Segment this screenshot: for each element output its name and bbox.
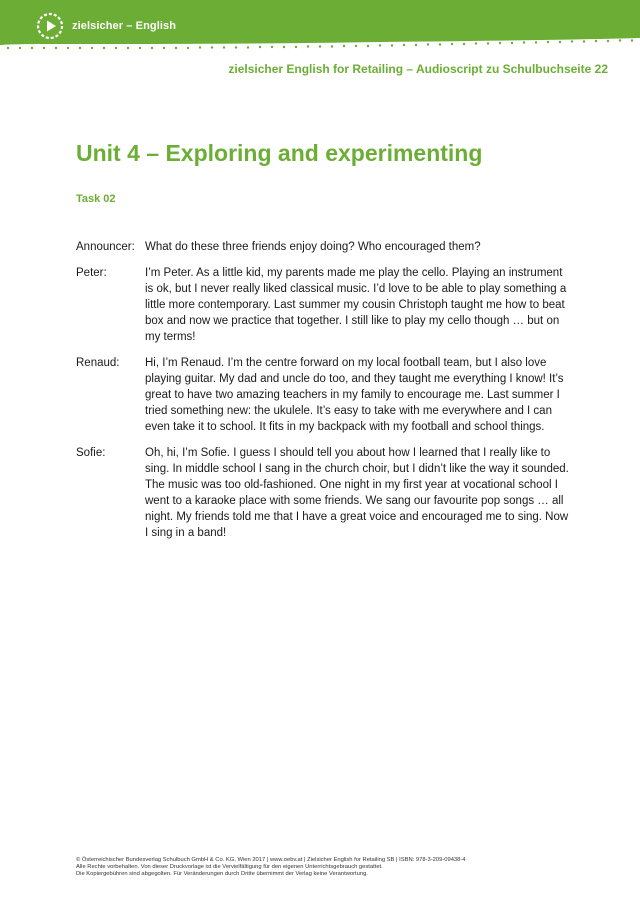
speaker-name: Peter: (76, 267, 107, 279)
page-subtitle: zielsicher English for Retailing – Audioscript zu Schulbuchseite 22 (228, 62, 608, 76)
brand (36, 12, 176, 40)
footer-line: Die Kopiergebühren sind abgegolten. Für Veränderungen durch Dritte übernimmt der Verlag keine Verantwortung. (76, 871, 368, 877)
speech-text: I’m Peter. As a little kid, my parents made me play the cello. Playing an instrument is ok, but I never really liked classical music. I’d love to be able to play something a little more contemporary. Last summer my cousin Christoph taught me how to beat box and now we practice that together. I still like to play my cello though … but on my terms! (145, 267, 567, 343)
speech-text: What do these three friends enjoy doing? Who encouraged them? (145, 241, 481, 253)
brand-text: zielsicher – English (72, 20, 177, 32)
script-entry-announcer (76, 239, 570, 255)
footer-line: © Österreichischer Bundesverlag Schulbuch GmbH & Co. KG, Wien 2017 | www.oebv.at | Zielsicher English for Retailing SB | ISBN: 978-3-209-09438-4 (76, 857, 466, 863)
task-label: Task 02 (76, 193, 116, 205)
speaker-name: Renaud: (76, 357, 120, 369)
speaker-name: Sofie: (76, 447, 106, 459)
speech-text: Hi, I’m Renaud. I’m the centre forward on my local football team, but I also love playing guitar. My dad and uncle do too, and they taught me everything I know! It’s great to have two amazing teachers in my family to encourage me. Last summer I tried something new: the ukulele. It’s easy to take with me everywhere and I can even take it to school. It fits in my backpack with my football and school things. (145, 357, 564, 433)
copyright-footer (76, 857, 596, 878)
script-entry-sofie (76, 445, 570, 541)
play-icon (36, 12, 64, 40)
script-entry-renaud (76, 355, 570, 435)
script-entry-peter (76, 265, 570, 345)
audioscript (76, 239, 570, 551)
speech-text: Oh, hi, I’m Sofie. I guess I should tell you about how I learned that I really like to sing. In middle school I sang in the church choir, but I didn’t like the way it sounded. The music was too old-fashioned. One night in my first year at vocational school I went to a karaoke place with some friends. We sang our favourite pop songs … all night. My friends told me that I have a great voice and encouraged me to sing. Now I sing in a band! (145, 447, 569, 539)
top-banner (0, 0, 640, 52)
unit-title: Unit 4 – Exploring and experimenting (76, 140, 483, 166)
footer-line: Alle Rechte vorbehalten. Von dieser Druckvorlage ist die Vervielfältigung für den eigenen Unterrichtsgebrauch gestattet. (76, 864, 383, 870)
speaker-name: Announcer: (76, 241, 135, 253)
